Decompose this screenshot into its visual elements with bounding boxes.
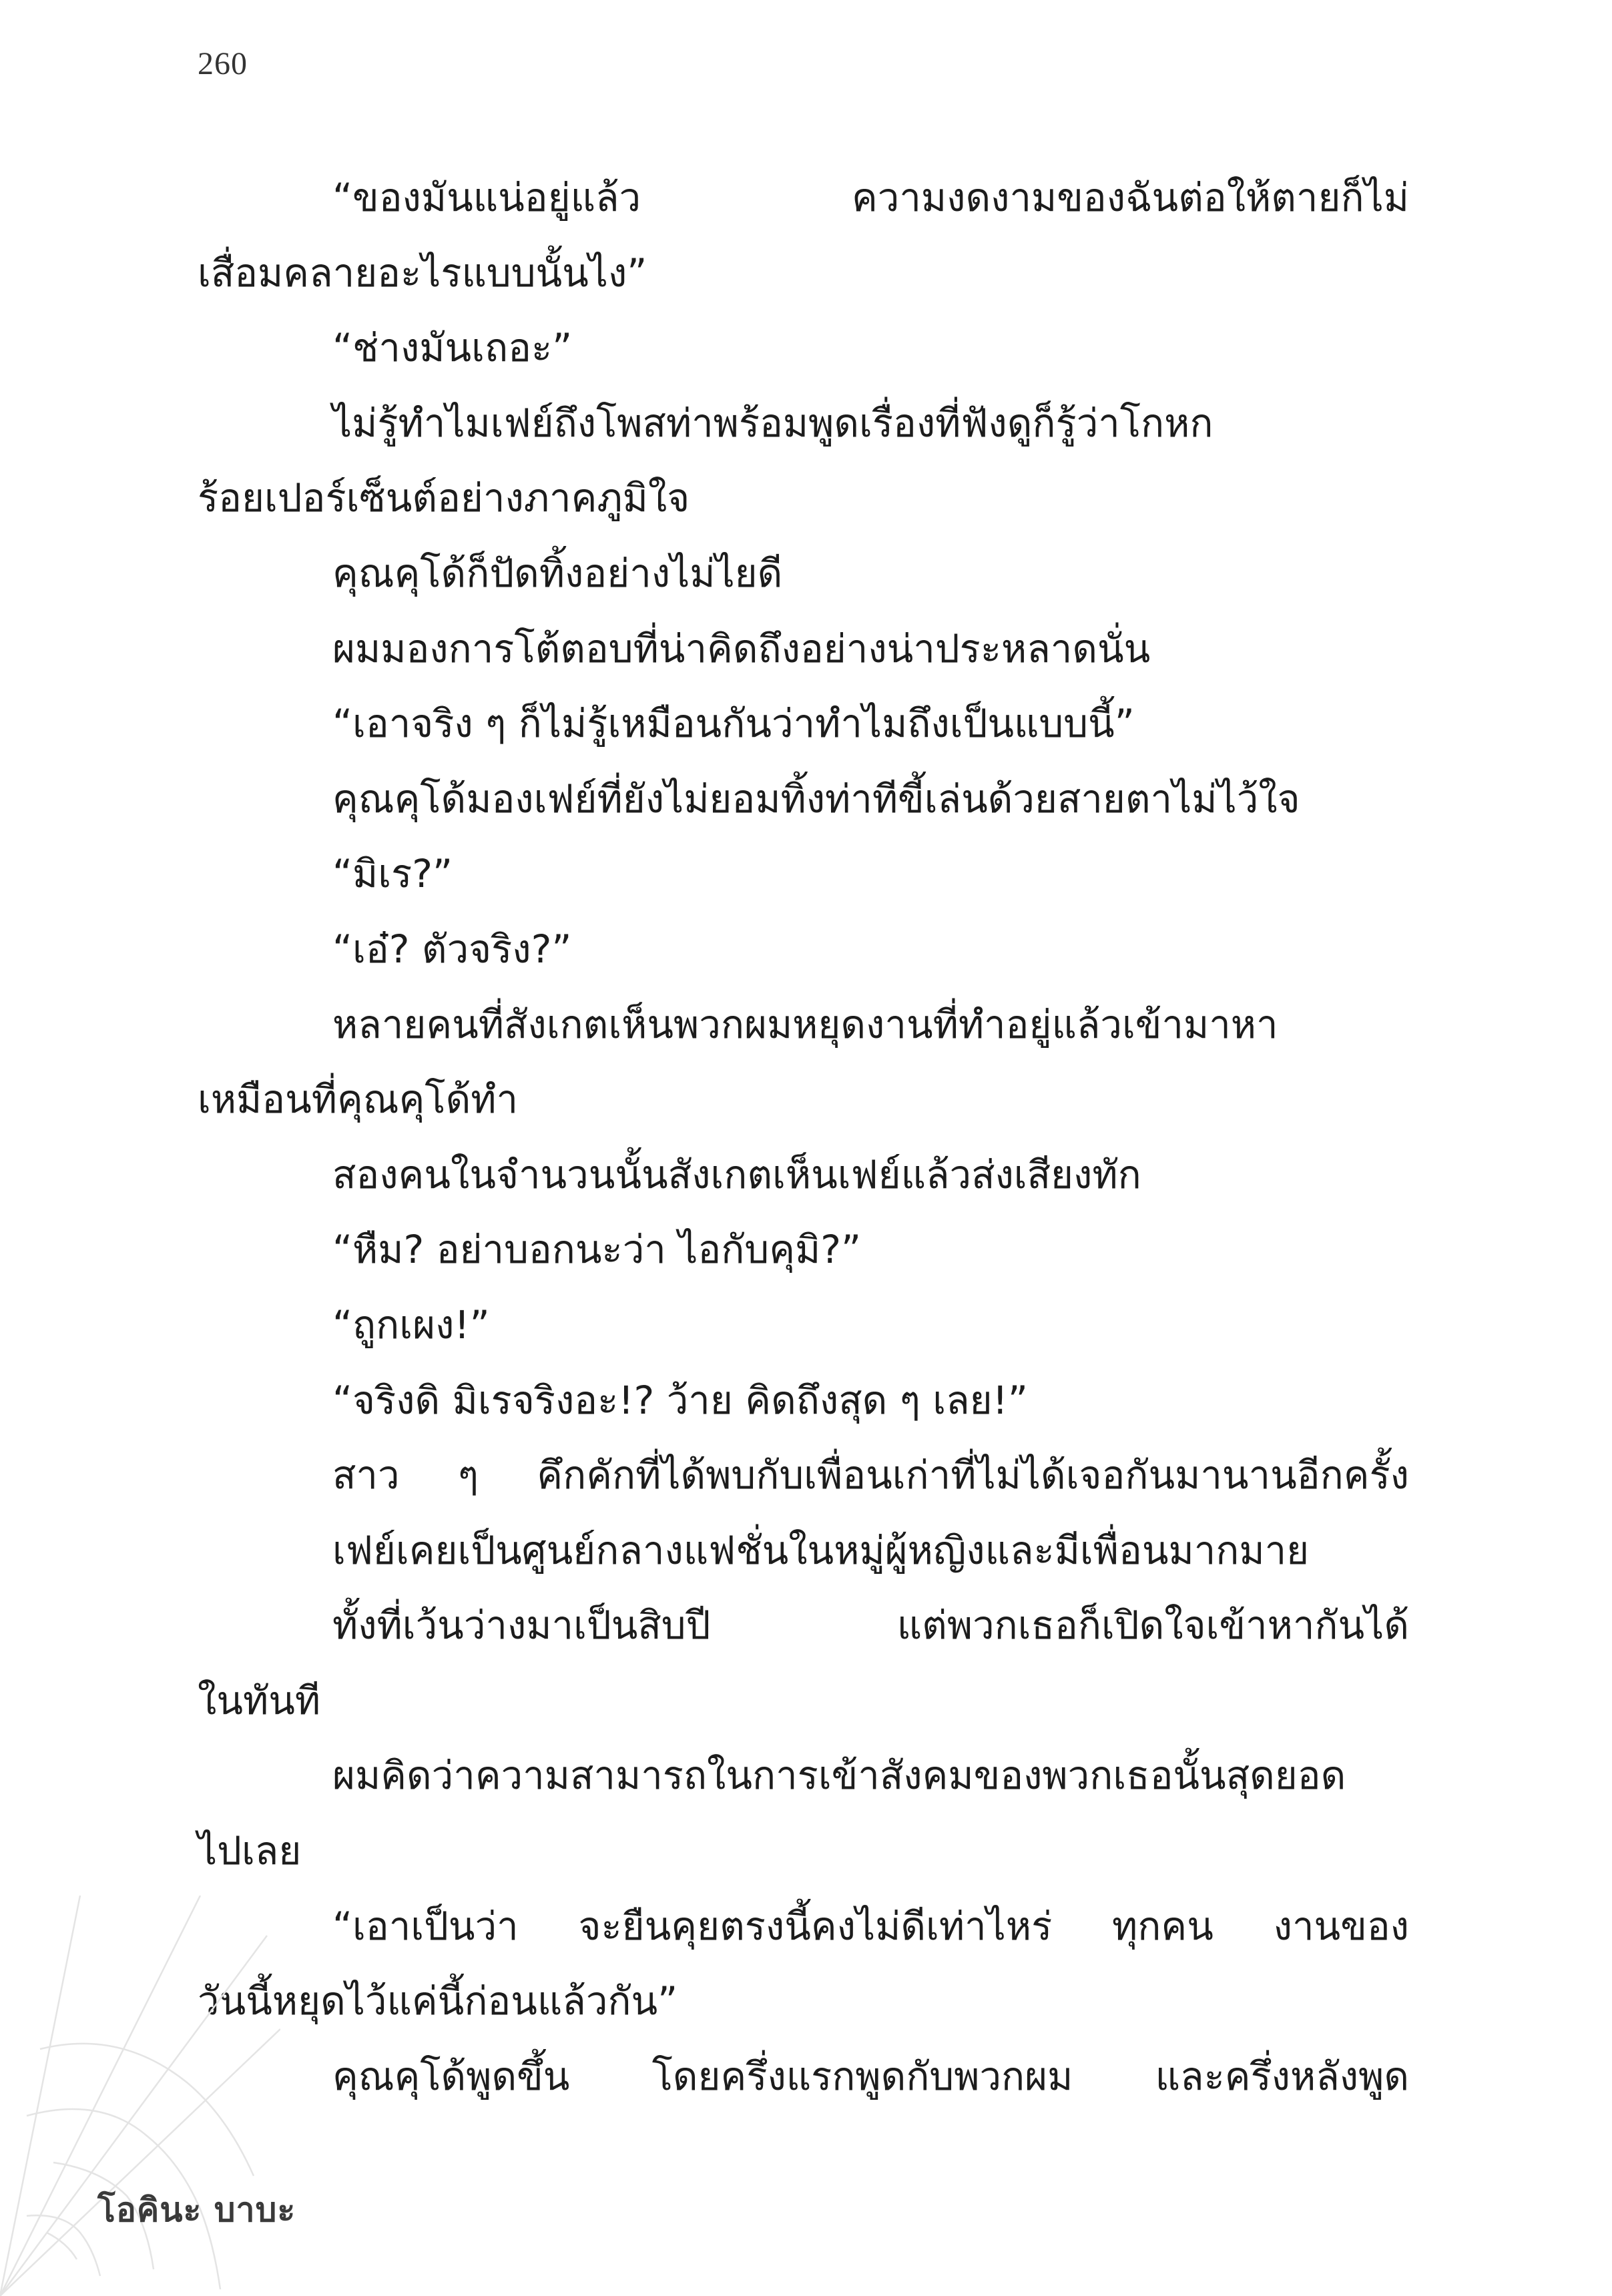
text-line: คุณคุโด้ก็ปัดทิ้งอย่างไม่ไยดี (332, 550, 783, 596)
text-line: เสื่อมคลายอะไรแบบนั้นไง” (198, 250, 647, 296)
body-text (198, 160, 1409, 2114)
text-line: ทั้งที่เว้นว่างมาเป็นสิบปี แต่พวกเธอก็เปิดใจเข้าหากันได้ (332, 1603, 1409, 1649)
page-number: 260 (198, 46, 248, 81)
text-line: “หืม? อย่าบอกนะว่า ไอกับคุมิ?” (332, 1227, 862, 1273)
text-line: คุณคุโด้มองเฟย์ที่ยังไม่ยอมทิ้งท่าทีขี้เล่นด้วยสายตาไม่ไว้ใจ (332, 776, 1300, 822)
text-line: เหมือนที่คุณคุโด้ทำ (198, 1077, 519, 1123)
text-line: สาว ๆ คึกคักที่ได้พบกับเพื่อนเก่าที่ไม่ได้เจอกันมานานอีกครั้ง (332, 1452, 1409, 1498)
text-line: “จริงดิ มิเรจริงอะ!? ว้าย คิดถึงสุด ๆ เลย!” (332, 1377, 1028, 1423)
text-line: คุณคุโด้พูดขึ้น โดยครึ่งแรกพูดกับพวกผม และครึ่งหลังพูด (332, 2053, 1409, 2099)
footer-book-title: โอคินะ บาบะ (97, 2191, 296, 2229)
text-line: “เอ๋? ตัวจริง?” (332, 926, 572, 972)
text-line: หลายคนที่สังเกตเห็นพวกผมหยุดงานที่ทำอยู่แล้วเข้ามาหา (332, 1001, 1278, 1047)
text-line: วันนี้หยุดไว้แค่นี้ก่อนแล้วกัน” (198, 1978, 678, 2024)
text-line: “มิเร?” (332, 851, 453, 897)
text-line: “ช่างมันเถอะ” (332, 325, 573, 371)
text-line: “เอาจริง ๆ ก็ไม่รู้เหมือนกันว่าทำไมถึงเป็นแบบนี้” (332, 701, 1135, 747)
text-line: ผมมองการโต้ตอบที่น่าคิดถึงอย่างน่าประหลาดนั่น (332, 625, 1151, 671)
text-line: “ของมันแน่อยู่แล้ว ความงดงามของฉันต่อให้ตายก็ไม่ (332, 175, 1409, 220)
text-line: ไม่รู้ทำไมเฟย์ถึงโพสท่าพร้อมพูดเรื่องที่ฟังดูก็รู้ว่าโกหก (332, 400, 1214, 446)
text-line: “ถูกเผง!” (332, 1302, 490, 1348)
text-line: “เอาเป็นว่า จะยืนคุยตรงนี้คงไม่ดีเท่าไหร่ ทุกคน งานของ (332, 1903, 1409, 1949)
text-line: ร้อยเปอร์เซ็นต์อย่างภาคภูมิใจ (198, 475, 690, 521)
text-line: เฟย์เคยเป็นศูนย์กลางแฟชั่นในหมู่ผู้หญิงและมีเพื่อนมากมาย (332, 1527, 1310, 1573)
text-line: ผมคิดว่าความสามารถในการเข้าสังคมของพวกเธอนั้นสุดยอด (332, 1753, 1346, 1799)
text-line: ในทันที (198, 1677, 321, 1723)
text-line: ไปเลย (198, 1828, 302, 1874)
text-line: สองคนในจำนวนนั้นสังเกตเห็นเฟย์แล้วส่งเสียงทัก (332, 1151, 1141, 1197)
